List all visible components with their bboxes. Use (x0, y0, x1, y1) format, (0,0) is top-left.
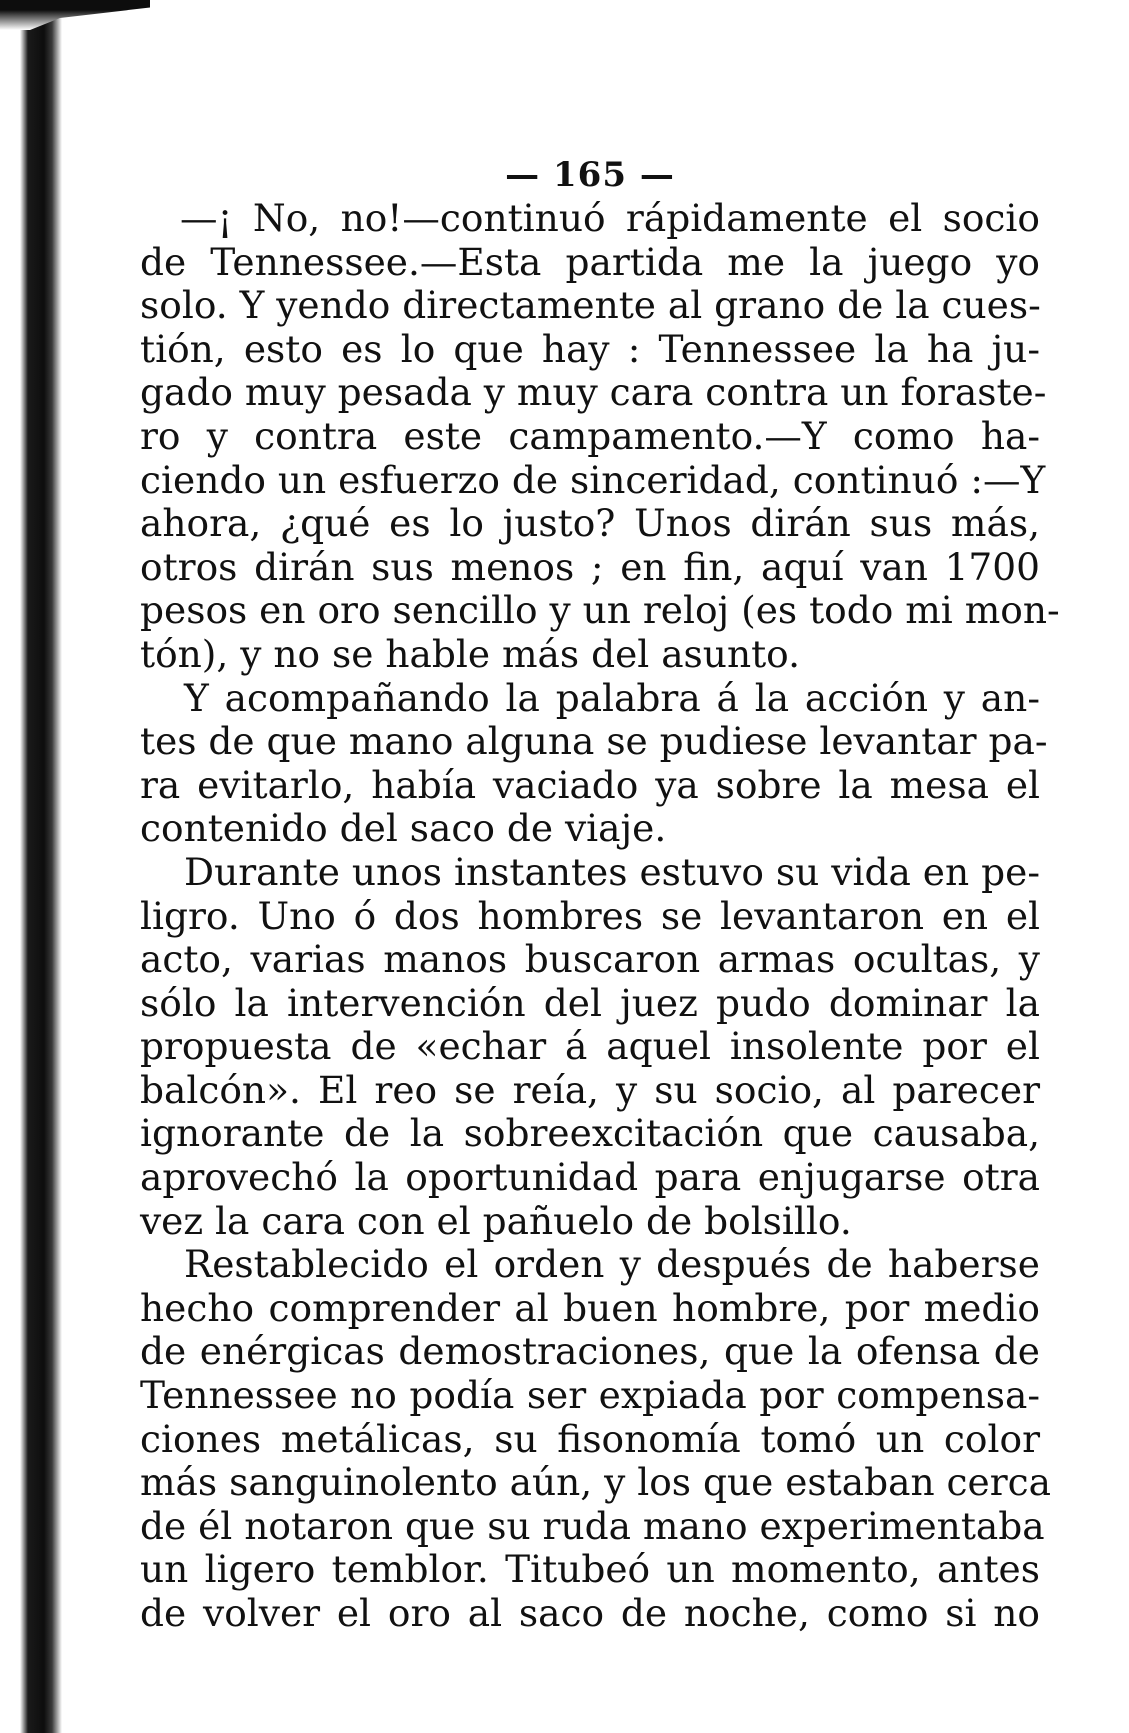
text-line: tes de que mano alguna se pudiese levantar pa- (140, 719, 1048, 764)
text-line: vez la cara con el pañuelo de bolsillo. (140, 1198, 852, 1243)
paragraph (140, 675, 1048, 851)
text-line: pesos en oro sencillo y un reloj (es todo mi mon- (140, 588, 1060, 633)
text-line: ra evitarlo, había vaciado ya sobre la mesa el (140, 762, 1040, 807)
text-line: solo. Y yendo directamente al grano de la cues- (140, 283, 1041, 328)
book-spine-shadow (0, 0, 62, 1733)
text-line: tión, esto es lo que hay : Tennessee la ha ju- (140, 326, 1040, 371)
text-line: aprovechó la oportunidad para enjugarse otra (140, 1155, 1040, 1200)
text-line: ro y contra este campamento.—Y como ha- (140, 413, 1040, 458)
paragraph (140, 196, 1060, 677)
text-line: Restablecido el orden y después de haberse (184, 1242, 1040, 1287)
text-line: balcón». El reo se reía, y su socio, al parecer (140, 1067, 1040, 1112)
text-line: propuesta de «echar á aquel insolente por el (140, 1024, 1040, 1069)
text-line: un ligero temblor. Titubeó un momento, antes (140, 1547, 1040, 1592)
text-line: ciendo un esfuerzo de sinceridad, continuó :—Y (140, 457, 1046, 502)
book-page (140, 155, 1060, 1636)
text-line: Y acompañando la palabra á la acción y an- (184, 675, 1040, 720)
text-line: ahora, ¿qué es lo justo? Unos dirán sus más, (140, 501, 1040, 546)
text-line: ciones metálicas, su fisonomía tomó un color (140, 1416, 1040, 1461)
text-line: acto, varias manos buscaron armas ocultas, y (140, 937, 1040, 982)
book-spine-corner (0, 0, 150, 30)
text-line: sólo la intervención del juez pudo dominar la (140, 980, 1040, 1025)
text-line: más sanguinolento aún, y los que estaban cerca (140, 1460, 1052, 1505)
text-line: de él notaron que su ruda mano experimentaba (140, 1503, 1045, 1548)
paragraph (140, 851, 1040, 1243)
text-line: de Tennessee.—Esta partida me la juego yo (140, 239, 1040, 284)
text-line: tón), y no se hable más del asunto. (140, 631, 801, 676)
text-line: contenido del saco de viaje. (140, 806, 667, 851)
text-line: gado muy pesada y muy cara contra un foraste- (140, 370, 1047, 415)
page-number: — 165 — (505, 155, 675, 195)
text-line: hecho comprender al buen hombre, por medio (140, 1285, 1040, 1330)
text-line: —¡ No, no!—continuó rápidamente el socio (180, 196, 1040, 240)
text-line: ignorante de la sobreexcitación que causaba, (140, 1111, 1040, 1156)
text-line: ligro. Uno ó dos hombres se levantaron en el (140, 893, 1040, 938)
text-line: otros dirán sus menos ; en fin, aquí van 1700 (140, 544, 1040, 589)
text-line: Durante unos instantes estuvo su vida en pe- (184, 849, 1040, 894)
paragraph (140, 1242, 1052, 1635)
text-line: de volver el oro al saco de noche, como si no (140, 1591, 1040, 1635)
text-line: de enérgicas demostraciones, que la ofensa de (140, 1329, 1040, 1374)
text-line: Tennessee no podía ser expiada por compensa- (140, 1373, 1040, 1418)
